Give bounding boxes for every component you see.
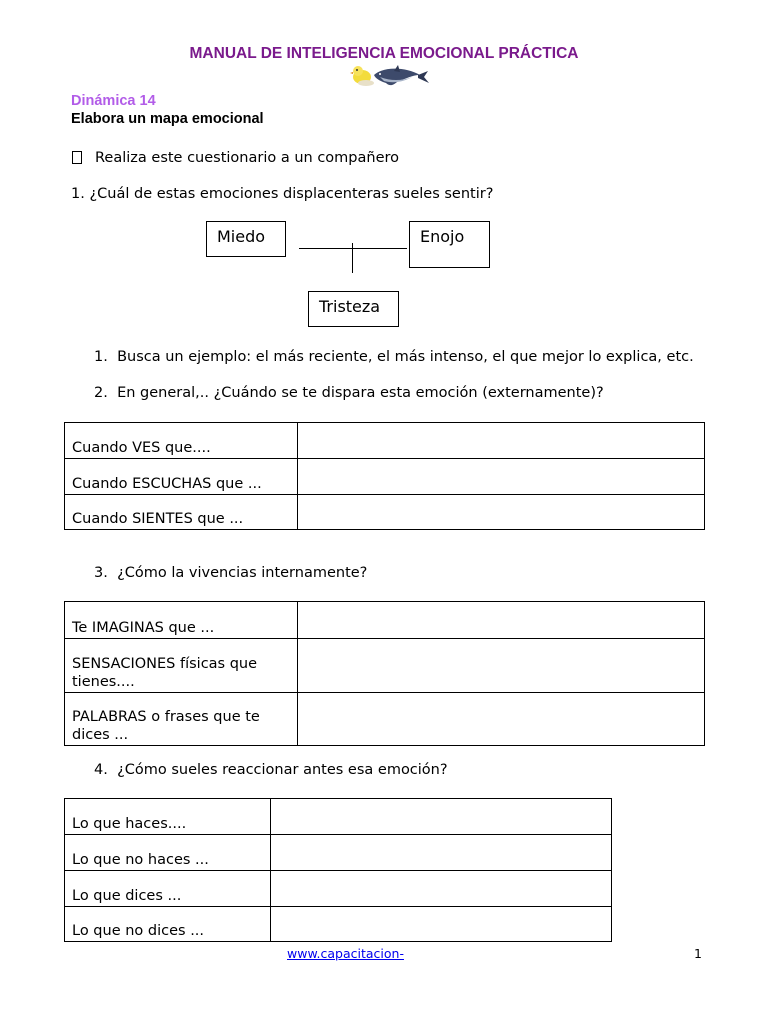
table-cell-answer[interactable] — [271, 835, 612, 871]
list-item-2 — [94, 385, 604, 401]
list-item-4 — [94, 762, 448, 778]
table-row — [65, 602, 705, 639]
page-number: 1 — [694, 946, 702, 961]
emotion-box-miedo — [206, 221, 286, 257]
list-item-text: ¿Cómo sueles reaccionar antes esa emoción? — [117, 762, 448, 778]
table-cell-answer[interactable] — [298, 639, 705, 693]
table-cell-label: Lo que no dices ... — [65, 907, 271, 942]
list-item-number: 4. — [94, 762, 108, 778]
table-row — [65, 799, 612, 835]
question-1-text: ¿Cuál de estas emociones displacenteras sueles sentir? — [89, 186, 494, 202]
connector-horizontal — [299, 248, 407, 249]
list-item-number: 3. — [94, 565, 108, 581]
emotion-box-tristeza — [308, 291, 399, 327]
table-external-triggers — [64, 422, 705, 530]
table-cell-answer[interactable] — [271, 799, 612, 835]
instruction-text: Realiza este cuestionario a un compañero — [95, 150, 400, 166]
table-cell-label: Lo que haces.... — [65, 799, 271, 835]
table-cell-answer[interactable] — [271, 871, 612, 907]
table-cell-answer[interactable] — [298, 602, 705, 639]
table-row — [65, 639, 705, 693]
page-title: MANUAL DE INTELIGENCIA EMOCIONAL PRÁCTICA — [189, 45, 579, 62]
table-cell-answer[interactable] — [298, 459, 705, 495]
table-row — [65, 459, 705, 495]
table-cell-label: PALABRAS o frases que te dices ... — [65, 693, 298, 746]
list-item-number: 2. — [94, 385, 108, 401]
table-cell-answer[interactable] — [298, 423, 705, 459]
table-cell-label: SENSACIONES físicas que tienes.... — [65, 639, 298, 693]
question-1 — [71, 186, 493, 202]
table-cell-label: Cuando ESCUCHAS que ... — [65, 459, 298, 495]
table-reactions — [64, 798, 612, 942]
list-item-text: Busca un ejemplo: el más reciente, el más intenso, el que mejor lo explica, etc. — [117, 349, 694, 365]
question-1-number: 1. — [71, 186, 85, 202]
list-item-3 — [94, 565, 367, 581]
connector-vertical — [352, 243, 353, 273]
table-cell-label: Cuando VES que.... — [65, 423, 298, 459]
table-internal-experience — [64, 601, 705, 746]
table-row — [65, 693, 705, 746]
section-heading: Elabora un mapa emocional — [71, 111, 264, 127]
chick-and-dolphin-icon — [350, 63, 430, 89]
table-cell-answer[interactable] — [298, 495, 705, 530]
square-bullet-icon — [72, 151, 82, 168]
emotion-box-enojo — [409, 221, 490, 268]
list-item-number: 1. — [94, 349, 108, 365]
table-cell-label: Lo que no haces ... — [65, 835, 271, 871]
table-row — [65, 907, 612, 942]
table-cell-answer[interactable] — [298, 693, 705, 746]
dynamic-label: Dinámica 14 — [71, 93, 156, 109]
table-row — [65, 423, 705, 459]
list-item-text: En general,.. ¿Cuándo se te dispara esta emoción (externamente)? — [117, 385, 604, 401]
emotion-label-tristeza: Tristeza — [319, 297, 381, 316]
table-cell-answer[interactable] — [271, 907, 612, 942]
emotion-label-miedo: Miedo — [217, 227, 266, 246]
table-cell-label: Lo que dices ... — [65, 871, 271, 907]
emotion-label-enojo: Enojo — [420, 227, 465, 246]
table-row — [65, 871, 612, 907]
list-item-text: ¿Cómo la vivencias internamente? — [117, 565, 368, 581]
table-row — [65, 495, 705, 530]
list-item-1 — [94, 349, 694, 365]
footer-link[interactable]: www.capacitacion- — [287, 946, 404, 961]
table-cell-label: Cuando SIENTES que ... — [65, 495, 298, 530]
table-cell-label: Te IMAGINAS que ... — [65, 602, 298, 639]
table-row — [65, 835, 612, 871]
